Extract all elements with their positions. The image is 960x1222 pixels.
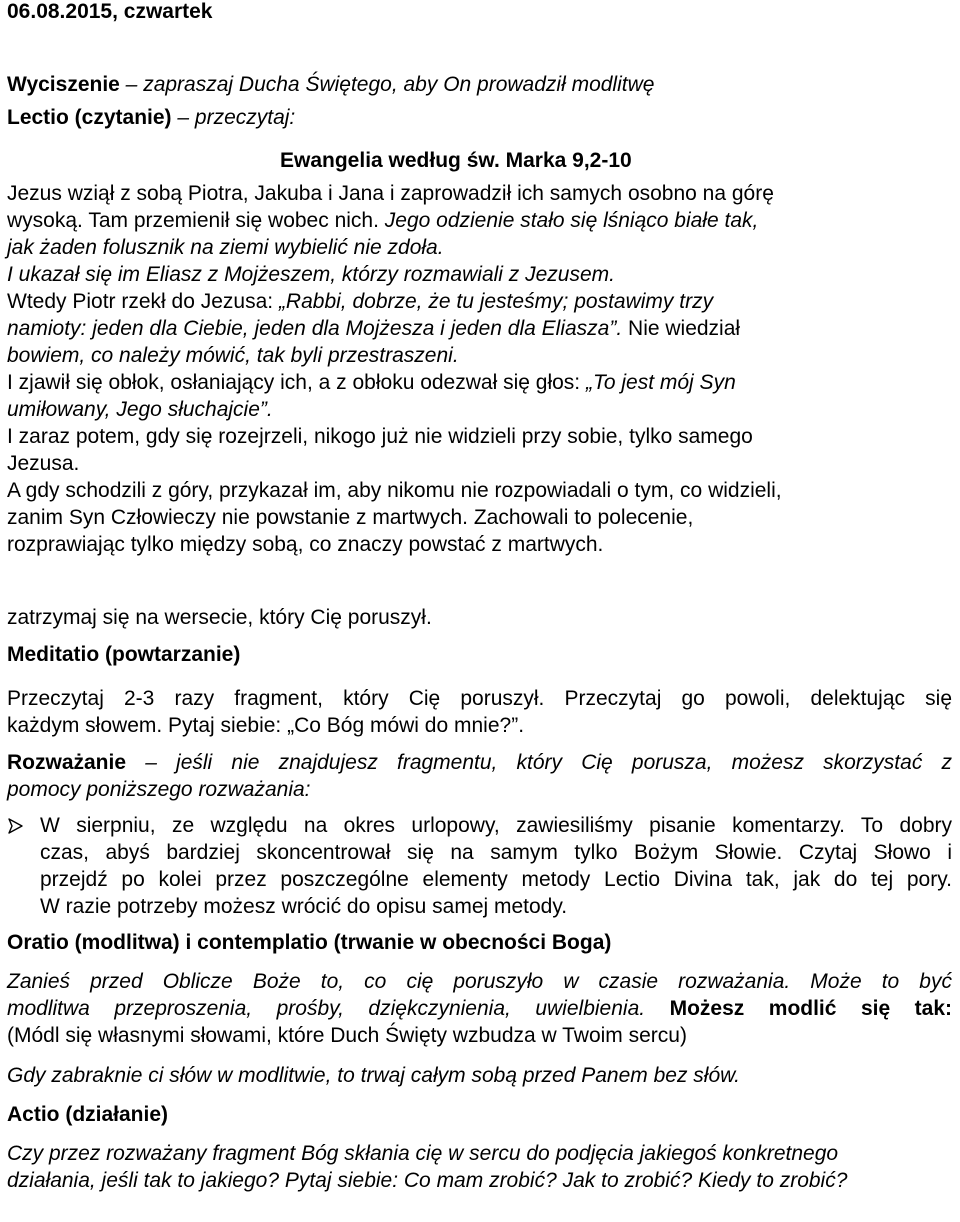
arrowhead-bullet-icon [7, 816, 25, 842]
gospel-line [7, 208, 758, 234]
gospel-line: jak żaden folusznik na ziemi wybielić nie zdoła. [7, 236, 444, 259]
gospel-fragment: I zjawił się obłok, osłaniający ich, a z obłoku odezwał się głos: [7, 371, 586, 394]
reflection-line [7, 750, 952, 776]
bullet-line: czas, abyś bardziej skoncentrował się na samym tylko Bożym Słowie. Czytaj Słowo i [40, 841, 952, 864]
gospel-line: Jezus wziął z sobą Piotra, Jakuba i Jana i zaprowadził ich samych osobno na górę [7, 182, 774, 205]
document-date: 06.08.2015, czwartek [7, 0, 213, 23]
lectio-label: Lectio (czytanie) [7, 106, 172, 129]
gospel-fragment: namioty: jeden dla Ciebie, jeden dla Mojżesza i jeden dla Eliasza”. [7, 317, 623, 340]
gospel-line [7, 289, 713, 315]
gospel-fragment: „Rabbi, dobrze, że tu jesteśmy; postawimy trzy [278, 290, 714, 313]
reflection-text: – jeśli nie znajdujesz fragmentu, który Cię porusza, możesz skorzystać z [126, 751, 952, 774]
bullet-line: W sierpniu, ze względu na okres urlopowy, zawiesiliśmy pisanie komentarzy. To dobry [40, 814, 952, 837]
gospel-line: A gdy schodzili z góry, przykazał im, aby nikomu nie rozpowiadali o tym, co widzieli, [7, 479, 782, 502]
gospel-line: umiłowany, Jego słuchajcie”. [7, 398, 273, 421]
reflection-line: pomocy poniższego rozważania: [7, 778, 311, 801]
oratio-line [7, 996, 952, 1022]
actio-line: Czy przez rozważany fragment Bóg skłania cię w sercu do podjęcia jakiegoś konkretnego [7, 1142, 839, 1165]
oratio-fragment: modlitwa przeproszenia, prośby, dziękczynienia, uwielbienia. [7, 997, 646, 1020]
lectio-line [7, 105, 295, 131]
silence-label: Wyciszenie [7, 73, 120, 96]
gospel-fragment: Jego odzienie stało się lśniąco białe tak, [378, 209, 759, 232]
gospel-line: bowiem, co należy mówić, tak byli przestraszeni. [7, 344, 459, 367]
oratio-fragment: Możesz modlić się tak: [645, 997, 952, 1020]
gospel-title: Ewangelia według św. Marka 9,2-10 [280, 149, 632, 172]
actio-heading: Actio (działanie) [7, 1103, 169, 1126]
silence-text: – zapraszaj Ducha Świętego, aby On prowadził modlitwę [119, 73, 655, 96]
meditatio-heading: Meditatio (powtarzanie) [7, 643, 241, 666]
silence-line [7, 72, 654, 98]
bullet-line: W razie potrzeby możesz wrócić do opisu samej metody. [40, 895, 568, 918]
gospel-line: I zaraz potem, gdy się rozejrzeli, nikogo już nie widzieli przy sobie, tylko samego [7, 425, 753, 448]
gospel-fragment: „To jest mój Syn [585, 371, 736, 394]
arrowhead-bullet-icon [7, 817, 25, 835]
lectio-text: – przeczytaj: [171, 106, 296, 129]
gospel-line: Jezusa. [7, 452, 80, 475]
gospel-line: I ukazał się im Eliasz z Mojżeszem, którzy rozmawiali z Jezusem. [7, 263, 615, 286]
oratio-line: Gdy zabraknie ci słów w modlitwie, to trwaj całym sobą przed Panem bez słów. [7, 1064, 740, 1087]
actio-line: działania, jeśli tak to jakiego? Pytaj siebie: Co mam zrobić? Jak to zrobić? Kiedy to zrobić? [7, 1169, 848, 1192]
gospel-line: rozprawiając tylko między sobą, co znaczy powstać z martwych. [7, 533, 604, 556]
gospel-fragment: wysoką. Tam przemienił się wobec nich. [7, 209, 379, 232]
oratio-line: (Módl się własnymi słowami, które Duch Święty wzbudza w Twoim sercu) [7, 1024, 687, 1047]
gospel-fragment: Nie wiedział [622, 317, 741, 340]
meditatio-line: Przeczytaj 2-3 razy fragment, który Cię poruszył. Przeczytaj go powoli, delektując się [7, 687, 952, 710]
meditatio-line: każdym słowem. Pytaj siebie: „Co Bóg mówi do mnie?”. [7, 714, 525, 737]
pause-instruction: zatrzymaj się na wersecie, który Cię poruszył. [7, 606, 432, 629]
bullet-line: przejdź po kolei przez poszczególne elementy metody Lectio Divina tak, jak do tej pory. [40, 868, 952, 891]
gospel-line [7, 370, 736, 396]
gospel-fragment: Wtedy Piotr rzekł do Jezusa: [7, 290, 279, 313]
gospel-line: zanim Syn Człowieczy nie powstanie z martwych. Zachowali to polecenie, [7, 506, 694, 529]
gospel-line [7, 316, 740, 342]
reflection-label: Rozważanie [7, 751, 127, 774]
oratio-line: Zanieś przed Oblicze Boże to, co cię poruszyło w czasie rozważania. Może to być [7, 970, 952, 993]
oratio-heading: Oratio (modlitwa) i contemplatio (trwanie w obecności Boga) [7, 931, 612, 954]
